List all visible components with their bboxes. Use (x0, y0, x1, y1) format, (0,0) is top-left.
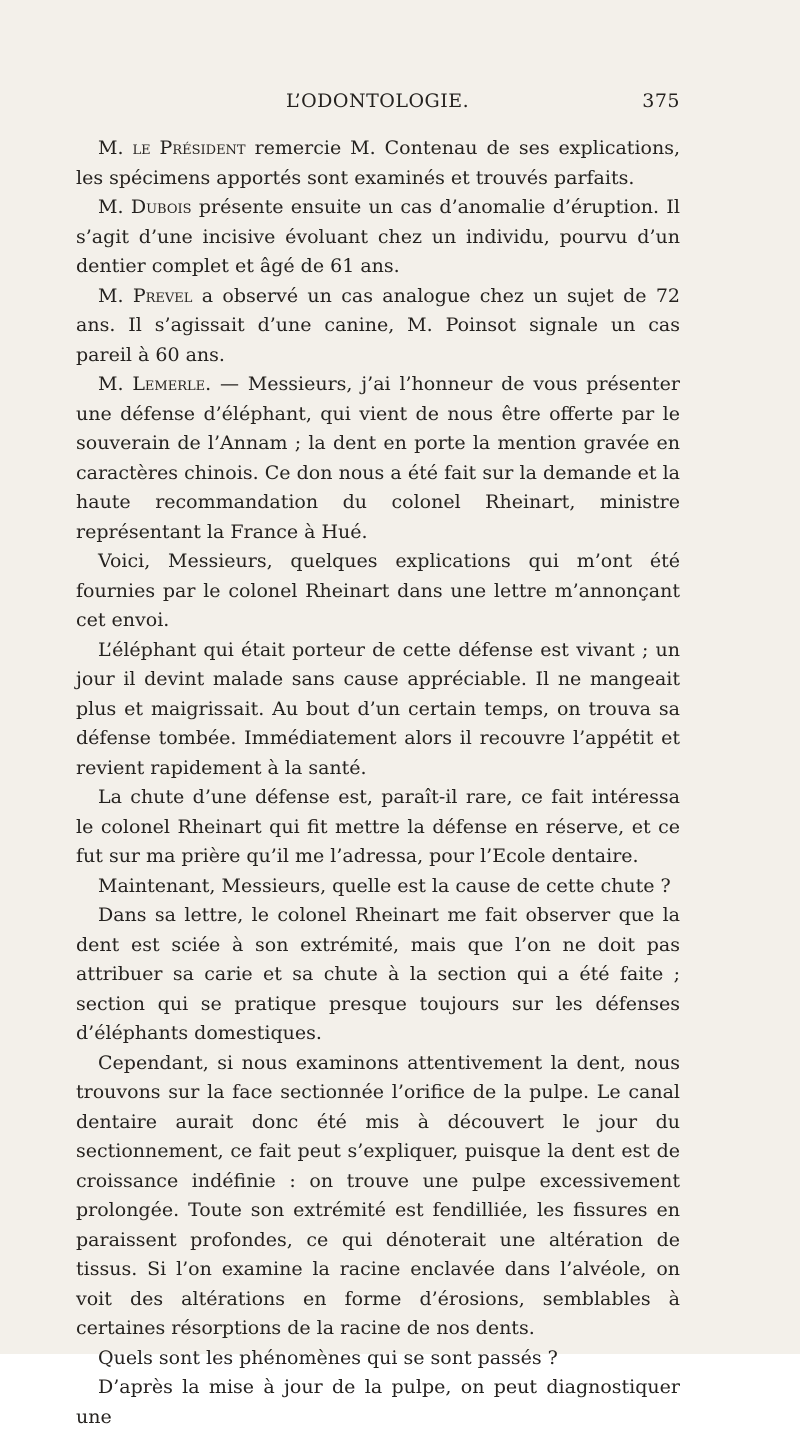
paragraph: D’après la mise à jour de la pulpe, on peut diagnostiquer une (76, 1376, 680, 1428)
speaker-name: M. Dubois (98, 196, 192, 218)
paragraph: Voici, Messieurs, quelques explications qui m’ont été fournies par le colonel Rheinart dans une lettre m’annonçant cet envoi. (76, 550, 680, 631)
paragraph-text: — Messieurs, j’ai l’honneur de vous présenter une défense d’éléphant, qui vient de nous être offerte par le souverain de l’Annam ; la dent en porte la mention gravée en caractères chinois. Ce don nous a été fait sur la demande et la haute recommandation du colonel Rheinart, ministre représentant la France à Hué. (76, 373, 680, 543)
paragraph (76, 193, 680, 282)
speaker-name: M. le Président (98, 137, 246, 159)
running-title: L’ODONTOLOGIE. (286, 90, 470, 112)
paragraph (76, 134, 680, 193)
paragraph-text: remercie M. Contenau de ses explications, les spécimens apportés sont examinés et trouvés parfaits. (76, 137, 680, 189)
paragraph: Cependant, si nous examinons attentivement la dent, nous trouvons sur la face sectionnée l’orifice de la pulpe. Le canal dentaire aurait donc été mis à découvert le jour du sectionnement, ce fait peut s’expliquer, puisque la dent est de croissance indéfinie : on trouve une pulpe excessivement prolongée. Toute son extrémité est fendilliée, les fissures en paraissent profondes, ce qui dénoterait une altération de tissus. Si l’on examine la racine enclavée dans l’alvéole, on voit des altérations en forme d’érosions, semblables à certaines résorptions de la racine de nos dents. (76, 1051, 680, 1339)
paragraph (76, 370, 680, 547)
paragraph (76, 282, 680, 371)
body-text (76, 134, 680, 1432)
paragraph: Quels sont les phénomènes qui se sont passés ? (98, 1346, 558, 1369)
paragraph: Dans sa lettre, le colonel Rheinart me fait observer que la dent est sciée à son extrémité, mais que l’on ne doit pas attribuer sa carie et sa chute à la section qui a été faite ; section qui se pratique presque toujours sur les défenses d’éléphants domestiques. (76, 904, 680, 1044)
paragraph: Maintenant, Messieurs, quelle est la cause de cette chute ? (98, 874, 671, 897)
paragraph-text: a observé un cas analogue chez un sujet de 72 ans. Il s’agissait d’une canine, M. Poinsot signale un cas pareil à 60 ans. (76, 284, 681, 366)
paragraph: L’éléphant qui était porteur de cette défense est vivant ; un jour il devint malade sans cause appréciable. Il ne mangeait plus et maigrissait. Au bout d’un certain temps, on trouva sa défense tombée. Immédiatement alors il recouvre l’appétit et revient rapidement à la santé. (76, 638, 680, 779)
speaker-name: M. Prevel (98, 284, 193, 307)
paragraph-text: présente ensuite un cas d’anomalie d’éruption. Il s’agit d’une incisive évoluant chez un individu, pourvu d’un dentier complet et âgé de 61 ans. (76, 196, 680, 277)
speaker-name: M. Lemerle. (98, 373, 212, 395)
paragraph: La chute d’une défense est, paraît-il rare, ce fait intéressa le colonel Rheinart qui fit mettre la défense en réserve, et ce fut sur ma prière qu’il me l’adressa, pour l’Ecole dentaire. (76, 786, 680, 867)
running-head (76, 90, 680, 118)
page-number: 375 (642, 90, 680, 112)
